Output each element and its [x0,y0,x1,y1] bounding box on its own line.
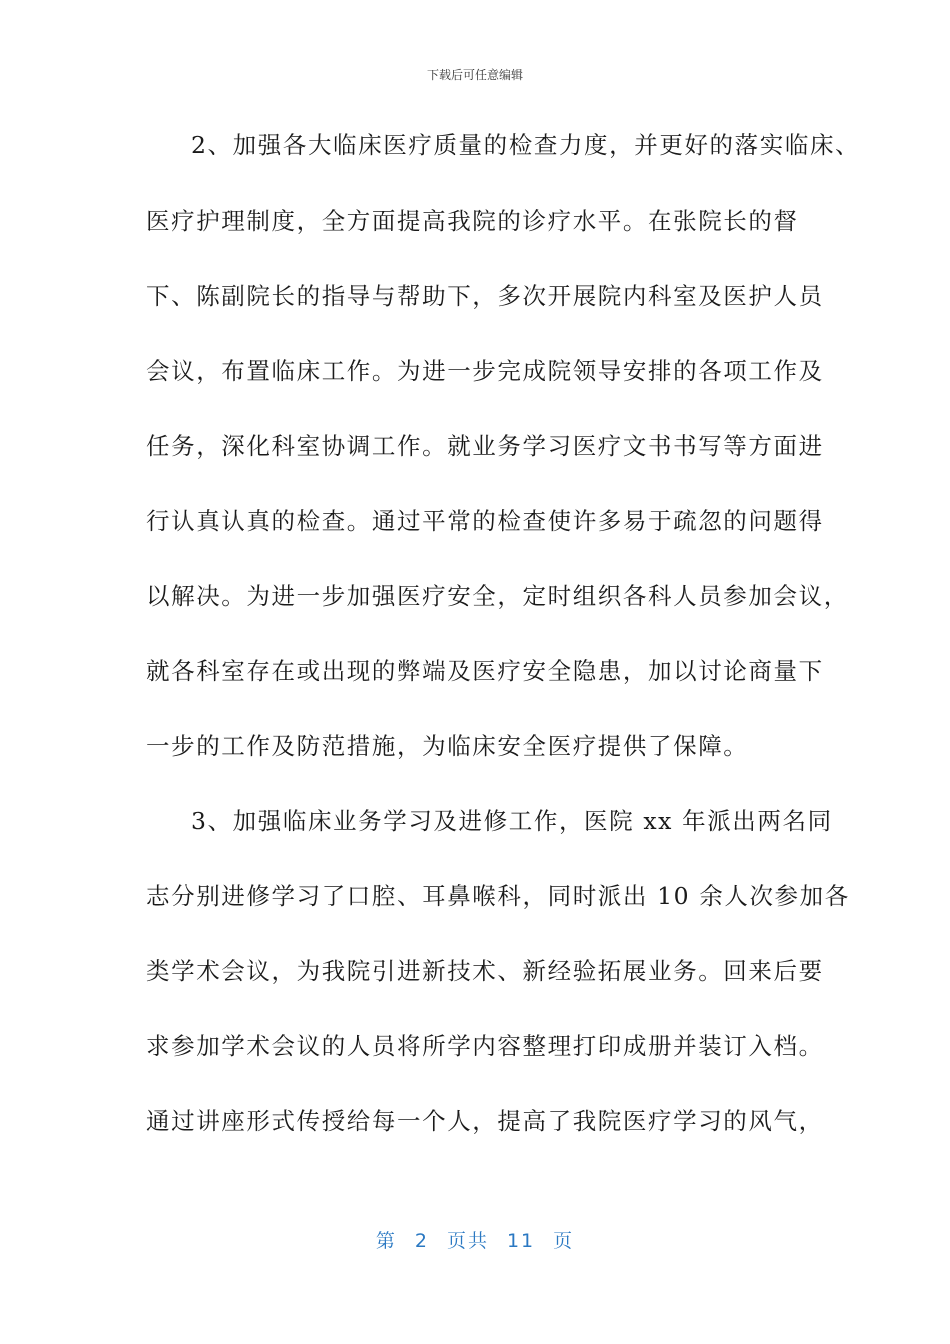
paragraph-2-line-3: 类学术会议，为我院引进新技术、新经验拓展业务。回来后要 [146,957,824,985]
paragraph-1-line-1: 2、加强各大临床医疗质量的检查力度，并更好的落实临床、 [191,131,861,159]
paragraph-1-line-4: 会议，布置临床工作。为进一步完成院领导安排的各项工作及 [146,357,824,385]
paragraph-1-line-8: 就各科室存在或出现的弊端及医疗安全隐患，加以讨论商量下 [146,657,824,685]
page-mid: 页共 [446,1230,489,1252]
page-number: 2 [414,1230,429,1252]
paragraph-2-line-5: 通过讲座形式传授给每一个人，提高了我院医疗学习的风气， [146,1107,824,1135]
paragraph-2-line-4: 求参加学术会议的人员将所学内容整理打印成册并装订入档。 [146,1032,824,1060]
paragraph-2-line-1: 3、加强临床业务学习及进修工作，医院 xx 年派出两名同 [191,807,833,835]
paragraph-1-line-3: 下、陈副院长的指导与帮助下，多次开展院内科室及医护人员 [146,282,824,310]
paragraph-1-line-5: 任务，深化科室协调工作。就业务学习医疗文书书写等方面进 [146,432,824,460]
paragraph-1-line-6: 行认真认真的检查。通过平常的检查使许多易于疏忽的问题得 [146,507,824,535]
paragraph-1-line-9: 一步的工作及防范措施，为临床安全医疗提供了保障。 [146,732,749,760]
page-prefix: 第 [375,1230,397,1252]
page-footer [0,1226,950,1253]
page-suffix: 页 [553,1230,575,1252]
header-note: 下载后可任意编辑 [426,68,523,82]
total-pages: 11 [506,1230,536,1252]
paragraph-2-line-2: 志分别进修学习了口腔、耳鼻喉科，同时派出 10 余人次参加各 [146,882,850,910]
paragraph-1-line-2: 医疗护理制度，全方面提高我院的诊疗水平。在张院长的督 [146,207,799,235]
paragraph-1-line-7: 以解决。为进一步加强医疗安全，定时组织各科人员参加会议， [146,582,849,610]
